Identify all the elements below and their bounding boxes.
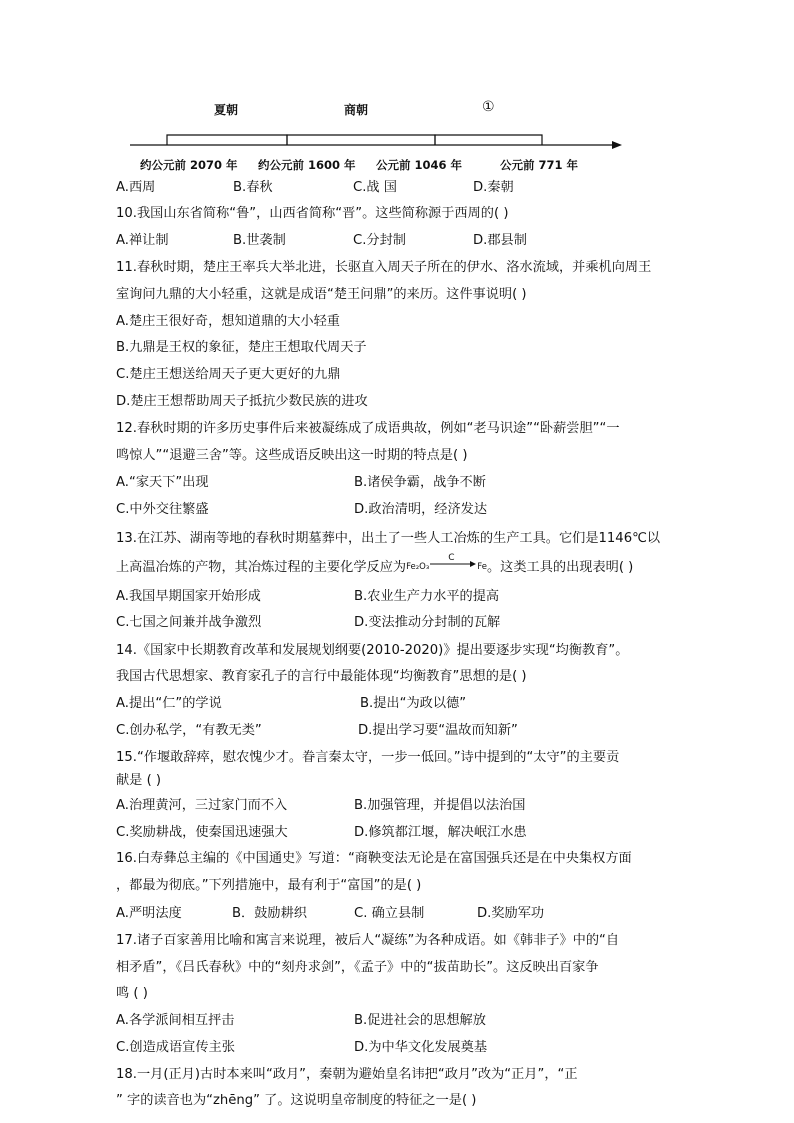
q14-option-b: B.提出“为政以德” — [360, 696, 467, 711]
timeline-date-2: 约公元前 1600 年 — [258, 158, 356, 172]
timeline-axis — [110, 95, 630, 155]
q13-stem-line1: 13.在江苏、湖南等地的春秋时期墓葬中，出土了一些人工冶炼的生产工具。它们是1146℃以 — [116, 531, 661, 546]
q13-stem-text-a: 上高温冶炼的产物，其冶炼过程的主要化学反应为 — [116, 560, 407, 575]
timeline-date-3: 公元前 1046 年 — [376, 158, 463, 172]
q10-option-b: B.世袭制 — [233, 233, 286, 248]
q16-option-c: C. 确立县制 — [354, 906, 425, 921]
q13-chem-arrow-icon — [430, 553, 476, 569]
q13-chem-product: Fe — [477, 562, 487, 572]
q9-option-a: A.西周 — [116, 180, 156, 195]
q17-option-c: C.创造成语宣传主张 — [116, 1040, 235, 1055]
q10-stem: 10.我国山东省简称“鲁”，山西省简称“晋”。这些简称源于西周的( ) — [116, 206, 509, 221]
q11-option-a: A.楚庄王很好奇，想知道鼎的大小轻重 — [116, 314, 340, 329]
q17-stem-line2: 相矛盾”，《吕氏春秋》中的“刻舟求剑”，《孟子》中的“拔苗助长”。这反映出百家争 — [116, 960, 599, 975]
q15-option-a: A.治理黄河，三过家门而不入 — [116, 798, 288, 813]
q18-stem-line2: ” 字的读音也为“zhēng” 了。这说明皇帝制度的特征之一是( ) — [116, 1093, 477, 1108]
timeline-period-blank: ① — [482, 99, 495, 115]
q13-stem-line2 — [116, 553, 716, 577]
q18-stem-line1: 18.一月(正月)古时本来叫“政月”，秦朝为避始皇名讳把“政月”改为“正月”，“正 — [116, 1067, 578, 1082]
q15-option-b: B.加强管理，并提倡以法治国 — [354, 798, 526, 813]
q15-stem-line2: 献是 ( ) — [116, 773, 162, 788]
q12-option-c: C.中外交往繁盛 — [116, 502, 209, 517]
q17-option-d: D.为中华文化发展奠基 — [354, 1040, 488, 1055]
timeline-figure — [110, 95, 630, 175]
q13-chem-condition: C — [448, 553, 455, 563]
q15-stem-line1: 15.“作堰敢辞瘁，慰农愧少才。眷言秦太守，一步一低回。”诗中提到的“太守”的主要贡 — [116, 750, 620, 765]
q11-option-b: B.九鼎是王权的象征，楚庄王想取代周天子 — [116, 340, 367, 355]
q13-option-a: A.我国早期国家开始形成 — [116, 589, 261, 604]
q17-option-a: A.各学派间相互抨击 — [116, 1013, 235, 1028]
timeline-date-1: 约公元前 2070 年 — [140, 158, 238, 172]
q16-option-a: A.严明法度 — [116, 906, 182, 921]
q16-option-b: B．鼓励耕织 — [232, 906, 307, 921]
q14-stem-line1: 14.《国家中长期教育改革和发展规划纲要(2010-2020)》提出要逐步实现“均衡教育”。 — [116, 643, 629, 658]
q10-option-d: D.郡县制 — [473, 233, 527, 248]
q14-option-a: A.提出“仁”的学说 — [116, 696, 222, 711]
timeline-date-4: 公元前 771 年 — [500, 158, 579, 172]
q15-option-c: C.奖励耕战，使秦国迅速强大 — [116, 825, 288, 840]
q12-option-d: D.政治清明，经济发达 — [354, 502, 488, 517]
q14-stem-line2: 我国古代思想家、教育家孔子的言行中最能体现“均衡教育”思想的是( ) — [116, 669, 527, 684]
q9-option-c: C.战 国 — [353, 180, 397, 195]
q11-option-d: D.楚庄王想帮助周天子抵抗少数民族的进攻 — [116, 394, 368, 409]
q12-stem-line2: 鸣惊人”“退避三舍”等。这些成语反映出这一时期的特点是( ) — [116, 448, 468, 463]
timeline-period-shang: 商朝 — [344, 103, 369, 117]
q11-stem-line2: 室询问九鼎的大小轻重，这就是成语“楚王问鼎”的来历。这件事说明( ) — [116, 287, 527, 302]
q13-option-c: C.七国之间兼并战争激烈 — [116, 615, 262, 630]
q13-chem-equation — [406, 553, 487, 576]
q10-option-a: A.禅让制 — [116, 233, 169, 248]
q12-option-b: B.诸侯争霸，战争不断 — [354, 475, 486, 490]
q13-option-b: B.农业生产力水平的提高 — [354, 589, 500, 604]
q12-stem-line1: 12.春秋时期的许多历史事件后来被凝练成了成语典故，例如“老马识途”“卧薪尝胆”“一 — [116, 421, 620, 436]
q14-option-d: D.提出学习要“温故而知新” — [358, 723, 518, 738]
q14-option-c: C.创办私学，“有教无类” — [116, 723, 262, 738]
q17-stem-line1: 17.诸子百家善用比喻和寓言来说理，被后人“凝练”为各种成语。如《韩非子》中的“自 — [116, 933, 620, 948]
q9-option-b: B.春秋 — [233, 180, 273, 195]
q17-option-b: B.促进社会的思想解放 — [354, 1013, 486, 1028]
q16-stem-line1: 16.白寿彝总主编的《中国通史》写道：“商鞅变法无论是在富国强兵还是在中央集权方面 — [116, 851, 632, 866]
q15-option-d: D.修筑都江堰，解决岷江水患 — [354, 825, 527, 840]
q17-stem-line3: 鸣 ( ) — [116, 986, 148, 1001]
q16-stem-line2: ，都最为彻底。”下列措施中，最有利于“富国”的是( ) — [116, 878, 422, 893]
q16-option-d: D.奖励军功 — [477, 906, 545, 921]
q11-stem-line1: 11.春秋时期，楚庄王率兵大举北进，长驱直入周天子所在的伊水、洛水流域，并乘机向周王 — [116, 260, 652, 275]
q13-chem-reactant: Fe₂O₃ — [406, 562, 430, 572]
q13-stem-text-b: 。这类工具的出现表明( ) — [486, 560, 634, 575]
q13-option-d: D.变法推动分封制的瓦解 — [354, 615, 501, 630]
q9-option-d: D.秦朝 — [473, 180, 514, 195]
q10-option-c: C.分封制 — [353, 233, 406, 248]
q12-option-a: A.“家天下”出现 — [116, 475, 209, 490]
timeline-period-xia: 夏朝 — [214, 103, 239, 117]
q11-option-c: C.楚庄王想送给周天子更大更好的九鼎 — [116, 367, 341, 382]
